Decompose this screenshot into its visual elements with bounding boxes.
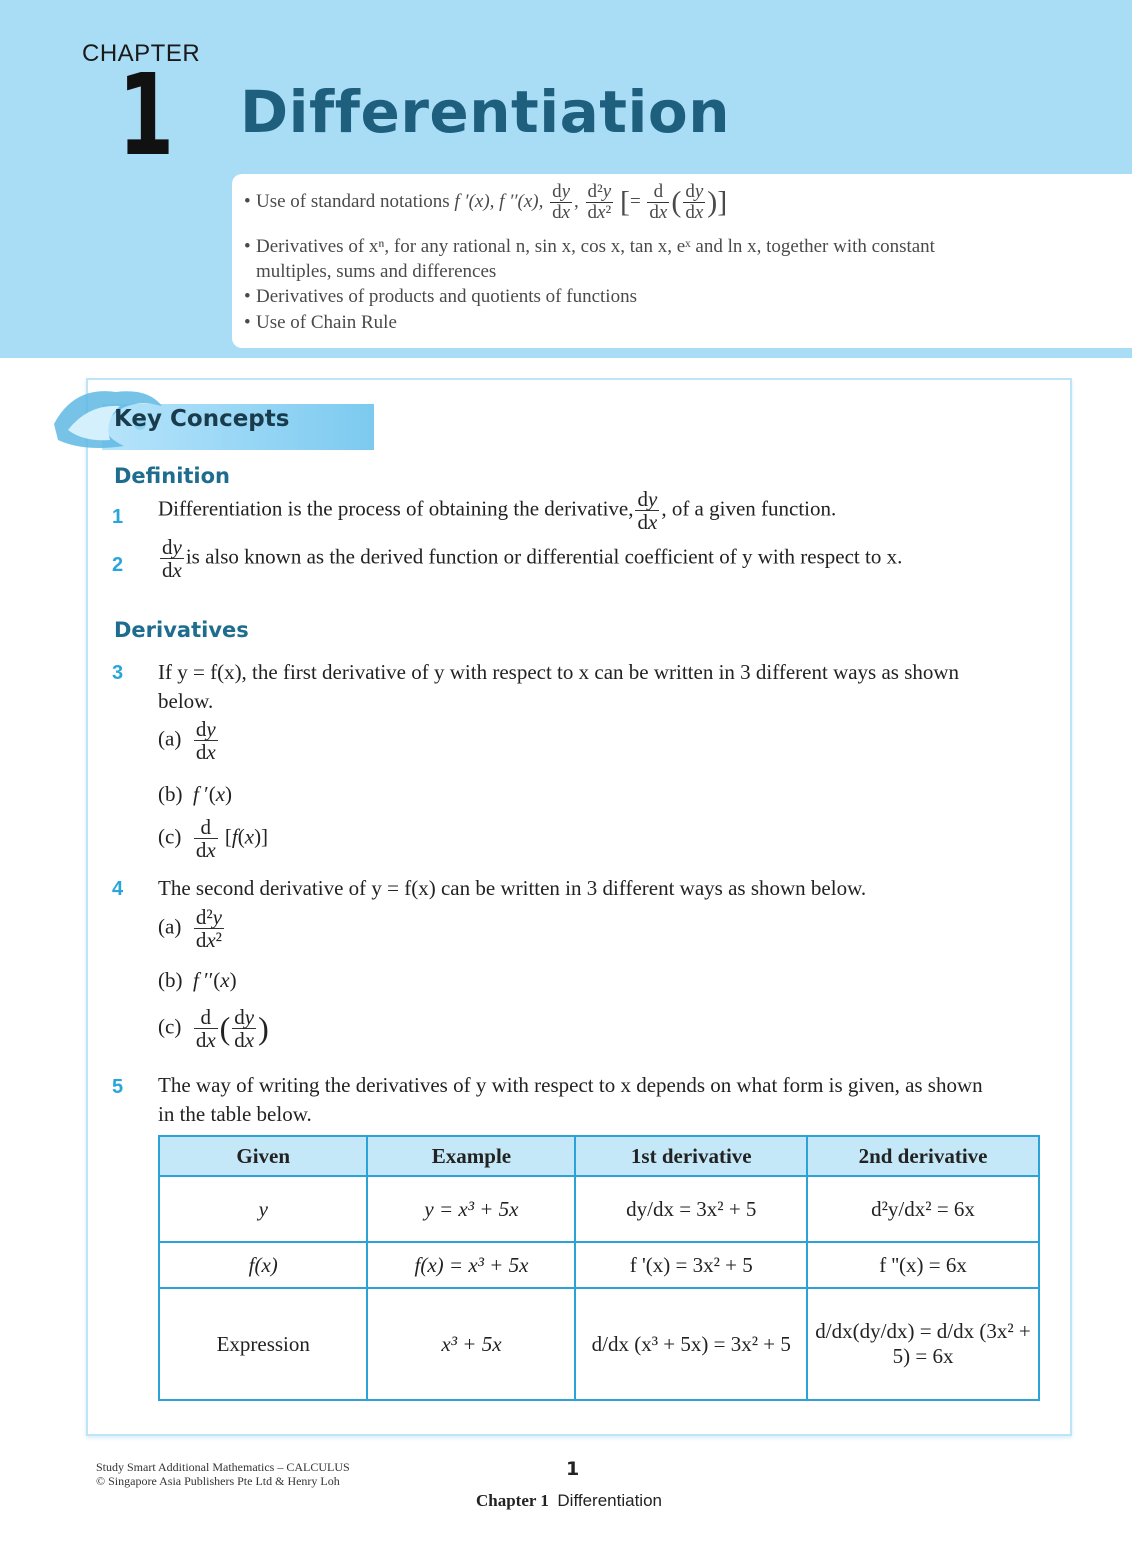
book-title: Study Smart Additional Mathematics – CALCULUS (96, 1460, 350, 1474)
table-cell: y (159, 1176, 367, 1242)
table-cell: f '(x) = 3x² + 5 (575, 1242, 807, 1288)
point-3-line-2: below. (158, 689, 214, 713)
notation-c: (c) $\frac{d}{dx}$ [f(x)] (158, 815, 269, 863)
definition-point-2: $\frac{dy}{dx}$ is also known as the derived function or differential coefficient of y with respect to x. (162, 535, 903, 583)
table-cell: f(x) = x³ + 5x (367, 1242, 575, 1288)
syllabus-box (232, 174, 1132, 348)
definition-heading: Definition (114, 464, 231, 488)
table-row (159, 1242, 1039, 1288)
point-4-text: The second derivative of y = f(x) can be written in 3 different ways as shown below. (158, 876, 867, 900)
definition-point-1: Differentiation is the process of obtaining the derivative, $\frac{dy}{dx}$ , of a given function. (158, 487, 837, 535)
table-header: 2nd derivative (807, 1136, 1039, 1176)
table-row (159, 1176, 1039, 1242)
chapter-number: 1 (118, 51, 175, 181)
table-cell: d/dx (x³ + 5x) = 3x² + 5 (575, 1288, 807, 1400)
table-cell: f(x) (159, 1242, 367, 1288)
notation-a: (a) $\frac{\text{d²y}}{\text{dx²}}$ (158, 905, 222, 953)
point-number: 4 (112, 878, 124, 900)
table-cell: y = x³ + 5x (367, 1176, 575, 1242)
syllabus-item: • Derivatives of xⁿ, for any rational n, sin x, cos x, tan x, eˣ and ln x, together with constant (244, 236, 935, 257)
point-number: 2 (112, 554, 124, 576)
notation-b: (b) f ′(x) (158, 782, 233, 806)
syllabus-item: • Use of Chain Rule (244, 312, 397, 333)
notation-b: (b) f ′′(x) (158, 968, 237, 992)
syllabus-item: • Use of standard notations f ′(x), f ′′(x), $\frac{dy}{dx}$ , $\frac{\text{d²y}}{\text{dx²}}$ [= $\frac{d}{dx}$ ( $\frac{dy}{dx}$ )] (244, 181, 728, 223)
notation-c: (c) $\frac{d}{dx}$ ( $\frac{dy}{dx}$ ) (158, 1005, 269, 1053)
table-header-row (159, 1136, 1039, 1176)
table-header: Example (367, 1136, 575, 1176)
syllabus-item: • Derivatives of products and quotients of functions (244, 286, 637, 307)
table-cell: Expression (159, 1288, 367, 1400)
table-cell: d²y/dx² = 6x (807, 1176, 1039, 1242)
point-number: 5 (112, 1076, 124, 1098)
table-row (159, 1288, 1039, 1400)
table-cell: dy/dx = 3x² + 5 (575, 1176, 807, 1242)
point-5-line-2: in the table below. (158, 1102, 312, 1126)
point-number: 1 (112, 506, 124, 528)
point-number: 3 (112, 662, 124, 684)
key-concepts-title: Key Concepts (114, 406, 290, 432)
point-3-line-1: If y = f(x), the first derivative of y with respect to x can be written in 3 different ways as shown (158, 660, 960, 684)
syllabus-item-continued: multiples, sums and differences (256, 261, 497, 282)
footer-chapter: Chapter 1 Differentiation (476, 1491, 662, 1510)
footer-credits (96, 1460, 350, 1488)
copyright: © Singapore Asia Publishers Pte Ltd & Henry Loh (96, 1474, 340, 1488)
page-number: 1 (566, 1458, 580, 1480)
derivatives-table (158, 1135, 1040, 1401)
point-5-line-1: The way of writing the derivatives of y with respect to x depends on what form is given, as shown (158, 1073, 983, 1097)
chapter-title: Differentiation (240, 78, 731, 146)
chapter-label: CHAPTER (82, 40, 201, 67)
derivatives-heading: Derivatives (114, 618, 249, 642)
notation-a: (a) $\frac{dy}{dx}$ (158, 717, 216, 765)
table-header: Given (159, 1136, 367, 1176)
table-header: 1st derivative (575, 1136, 807, 1176)
table-cell: d/dx(dy/dx) = d/dx (3x² + 5) = 6x (807, 1288, 1039, 1400)
table-cell: f ''(x) = 6x (807, 1242, 1039, 1288)
table-cell: x³ + 5x (367, 1288, 575, 1400)
